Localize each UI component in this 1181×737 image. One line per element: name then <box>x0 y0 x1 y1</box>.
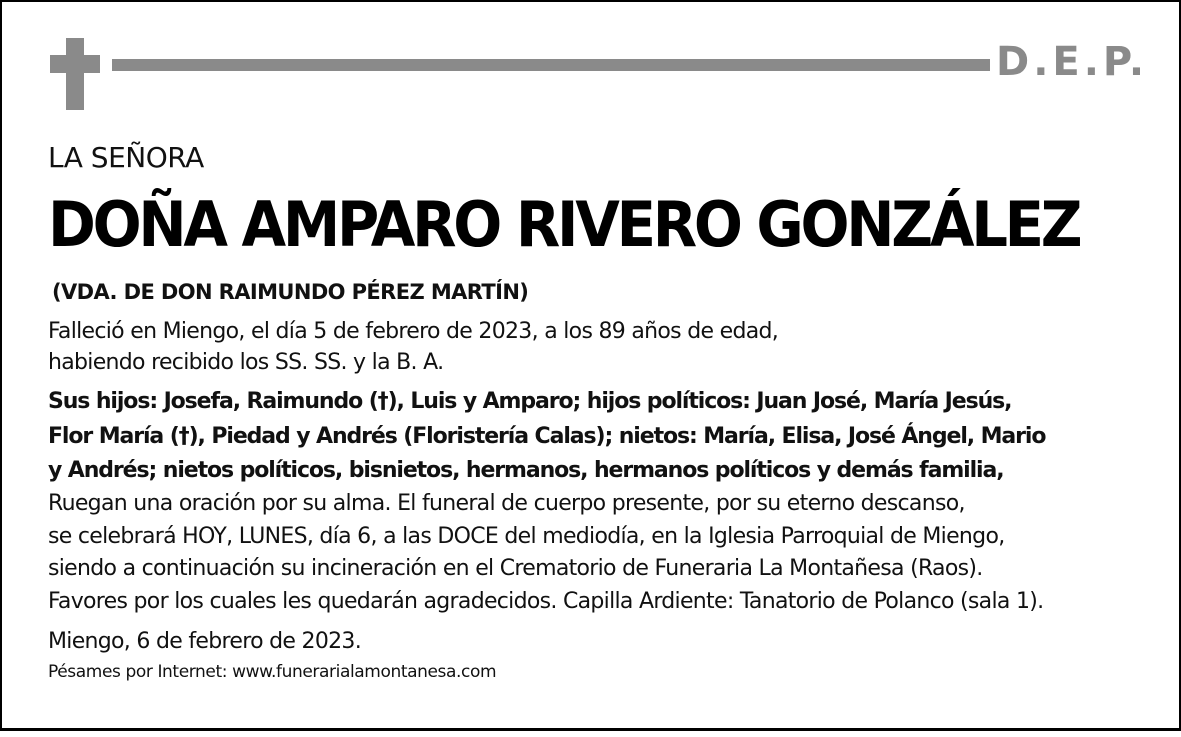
honorific: LA SEÑORA <box>48 141 204 174</box>
ceremony-line: se celebrará HOY, LUNES, día 6, a las DOCE del mediodía, en la Iglesia Parroquial de Miengo, <box>48 524 1005 549</box>
widow-of: (VDA. DE DON RAIMUNDO PÉREZ MARTÍN) <box>52 280 529 304</box>
condolences-link[interactable]: Pésames por Internet: www.funerarialamontanesa.com <box>48 662 497 682</box>
family-line: Flor María (†), Piedad y Andrés (Floristería Calas); nietos: María, Elisa, José Ángel, Mario <box>48 424 1046 449</box>
family-line: y Andrés; nietos políticos, bisnietos, hermanos, hermanos políticos y demás familia, <box>48 458 1004 483</box>
ceremony-line: Favores por los cuales les quedarán agradecidos. Capilla Ardiente: Tanatorio de Polanco (sala 1). <box>48 589 1044 614</box>
cross-icon <box>66 38 84 110</box>
ceremony-line: Ruegan una oración por su alma. El funeral de cuerpo presente, por su eterno descanso, <box>48 491 965 516</box>
deceased-name: DOÑA AMPARO RIVERO GONZÁLEZ <box>48 188 1080 261</box>
header-rule <box>112 59 990 71</box>
cross-icon-bar <box>50 55 100 73</box>
death-line: habiendo recibido los SS. SS. y la B. A. <box>48 350 444 375</box>
place-date: Miengo, 6 de febrero de 2023. <box>48 629 361 654</box>
family-line: Sus hijos: Josefa, Raimundo (†), Luis y Amparo; hijos políticos: Juan José, María Jesús, <box>48 389 1012 414</box>
dep-label: D.E.P. <box>996 39 1149 85</box>
death-line: Falleció en Miengo, el día 5 de febrero de 2023, a los 89 años de edad, <box>48 319 779 344</box>
ceremony-line: siendo a continuación su incineración en el Crematorio de Funeraria La Montañesa (Raos). <box>48 556 983 581</box>
